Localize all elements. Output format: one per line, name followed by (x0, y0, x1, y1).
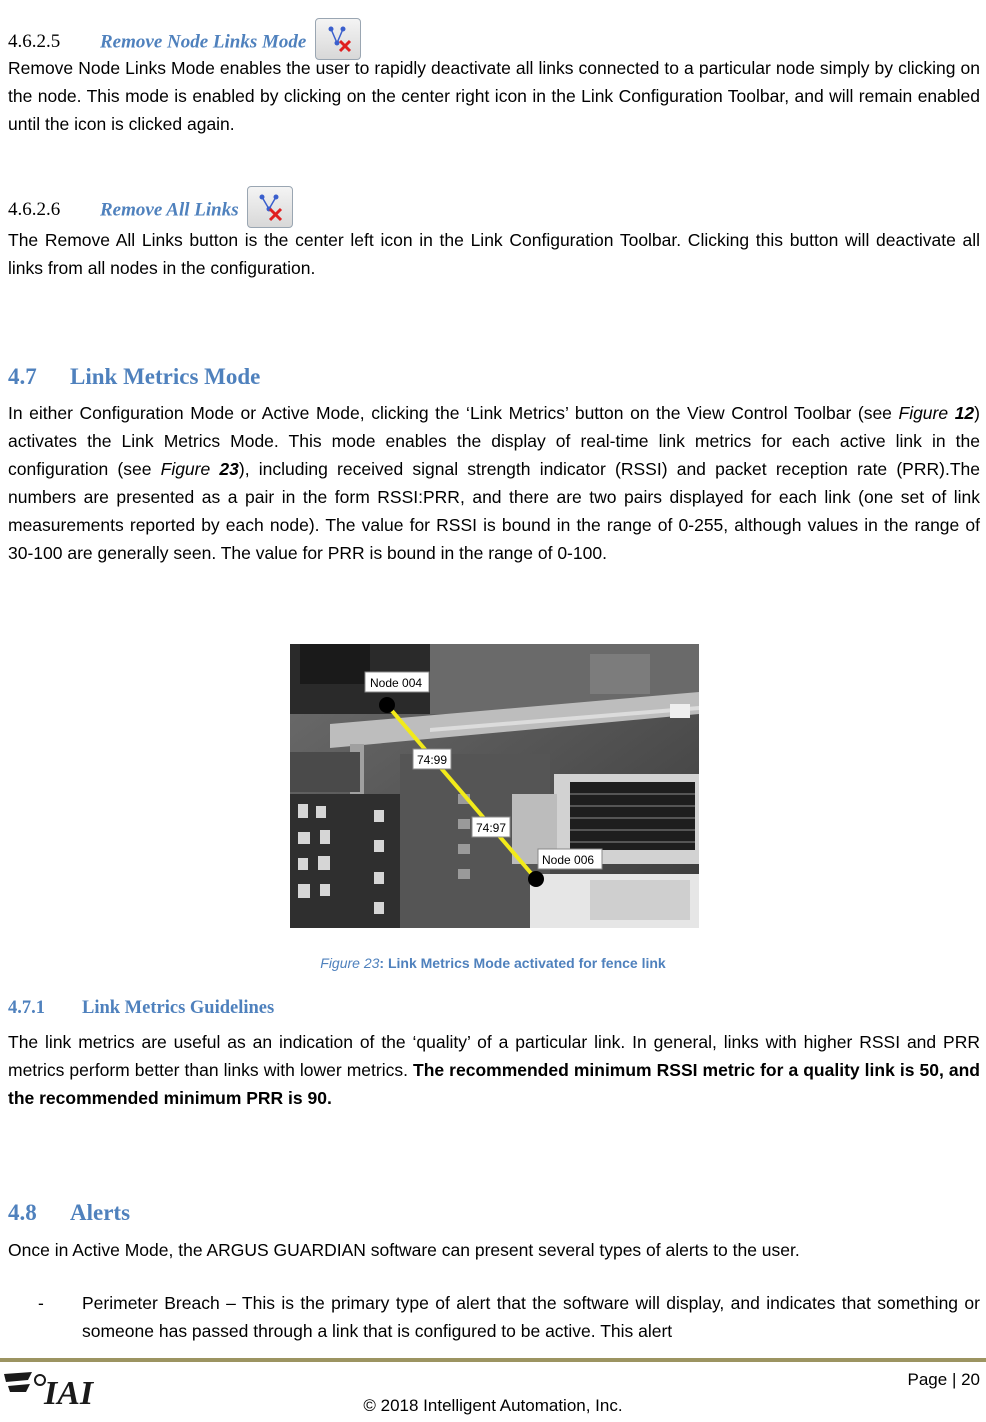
figure-caption (0, 955, 986, 971)
figure-ref-word: Figure (898, 403, 949, 423)
figure-ref-number: 23 (219, 459, 239, 479)
figure-23-image (290, 644, 699, 928)
section-title: Alerts (70, 1200, 131, 1225)
metric-b-label: 74:97 (476, 821, 507, 835)
copyright: © 2018 Intelligent Automation, Inc. (363, 1396, 623, 1415)
paragraph-47 (8, 399, 980, 567)
paragraph-4626: The Remove All Links button is the center left icon in the Link Configuration Toolbar. Clicking this button will deactivate all links from all nodes in the configuration. (8, 230, 980, 278)
section-title: Remove All Links (100, 199, 239, 221)
paragraph-471 (8, 1028, 980, 1112)
section-number: 4.7 (8, 364, 37, 389)
caption-text: : Link Metrics Mode activated for fence link (379, 955, 666, 971)
section-number: 4.7.1 (8, 998, 45, 1018)
bullet-marker: - (38, 1293, 44, 1313)
heading-47 (8, 364, 260, 390)
logo-text: IAI (44, 1375, 94, 1410)
section-title: Link Metrics Guidelines (82, 998, 275, 1018)
bold-text-run: The recommended minimum RSSI metric for a quality link is 50, and the recommended minimum PRR is 90. (8, 1060, 980, 1108)
section-number: 4.8 (8, 1200, 37, 1225)
figure-ref-number: 12 (954, 403, 975, 423)
paragraph-48: Once in Active Mode, the ARGUS GUARDIAN software can present several types of alerts to the user. (8, 1240, 800, 1260)
footer-rule (0, 1358, 986, 1362)
heading-48 (8, 1200, 130, 1226)
section-number: 4.6.2.5 (8, 31, 61, 53)
metric-a-label: 74:99 (417, 753, 448, 767)
text-run: ), including received signal strength indicator (RSSI) and packet reception rate (PRR).The numbers are presented as a pair in the form RSSI:PRR, and there are two pairs displayed for each link (one set of link measurements reported by each node). The value for RSSI is bound in the range of 0-255, although values in the range of 30-100 are generally seen. The value for PRR is bound in the range of 0-100. (8, 459, 980, 563)
page-number: Page | 20 (907, 1370, 980, 1389)
bullet-item: Perimeter Breach – This is the primary type of alert that the software will display, and indicates that something or someone has passed through a link that is configured to be active. This alert (82, 1293, 980, 1341)
section-number: 4.6.2.6 (8, 199, 61, 221)
text-run: The link metrics are useful as an indication of the ‘quality’ of a particular link. In general, links with higher RSSI and PRR metrics perform better than links with lower metrics. (8, 1032, 980, 1080)
node-a-label: Node 004 (370, 676, 423, 690)
section-title: Link Metrics Mode (70, 364, 261, 389)
caption-prefix: Figure 23 (320, 955, 380, 971)
paragraph-4625: Remove Node Links Mode enables the user to rapidly deactivate all links connected to a particular node simply by clicking on the node. This mode is enabled by clicking on the center right icon in the Link Configuration Toolbar, and will remain enabled until the icon is clicked again. (8, 58, 980, 134)
node-b-label: Node 006 (542, 853, 595, 867)
text-run: ) activates the Link Metrics Mode. This mode enables the display of real-time link metrics for each active link in the configuration (see (8, 403, 980, 479)
remove-all-links-icon (247, 186, 293, 228)
figure-ref-word: Figure (160, 459, 211, 479)
text-run: In either Configuration Mode or Active Mode, clicking the ‘Link Metrics’ button on the View Control Toolbar (see (8, 403, 899, 423)
section-title: Remove Node Links Mode (100, 31, 307, 53)
heading-471 (8, 998, 274, 1019)
